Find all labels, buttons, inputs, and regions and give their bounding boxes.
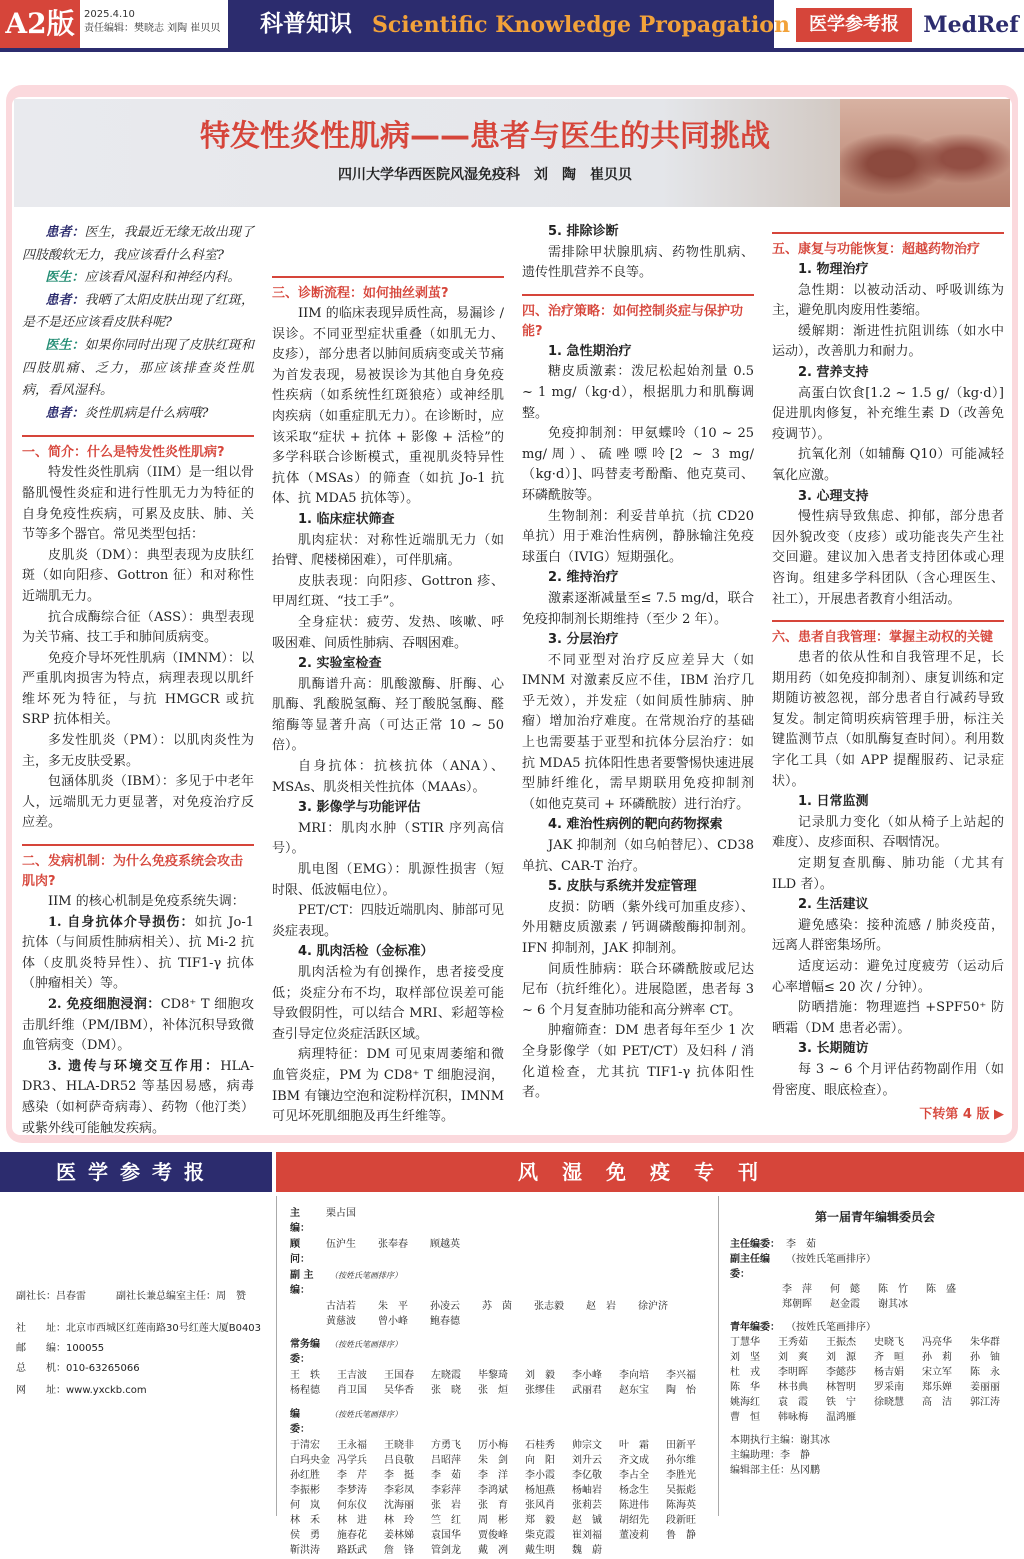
- person-name: 张 晓: [431, 1385, 461, 1396]
- person-name: 武丽君: [572, 1385, 602, 1396]
- paragraph: 间质性肺病：联合环磷酰胺或尼达尼布（抗纤维化）。进展隐匿，患者每 3 ~ 6 个月复查肺功能和高分辨率 CT。: [522, 961, 754, 1018]
- person-name: 何东仪: [337, 1500, 367, 1511]
- person-name: 林 玲: [384, 1515, 414, 1526]
- person-name: 杨念生: [619, 1485, 649, 1496]
- paragraph: 肌肉活检为有创操作，患者接受度低；炎症分布不均，取样部位误差可能导致假阴性，可以结合 MRI、彩超等检查引导定位炎症活跃区域。: [272, 965, 504, 1042]
- person-name: 王 轶: [290, 1370, 320, 1381]
- person-name: 靳洪涛: [290, 1545, 320, 1556]
- person-name: 徐沪济: [638, 1301, 668, 1312]
- column-3: [522, 222, 754, 1134]
- sort-note: （按姓氏笔画排序）: [786, 1322, 876, 1333]
- person-name: 路跃武: [337, 1545, 367, 1556]
- subheading: 2. 营养支持: [798, 364, 869, 380]
- staff-label: 常务编委：: [290, 1339, 320, 1365]
- person-name: 段新旺: [666, 1515, 696, 1526]
- person-name: 古洁若: [326, 1301, 356, 1312]
- person-name: 陈海英: [666, 1500, 696, 1511]
- person-name: 史晓飞: [874, 1337, 904, 1348]
- staff-label: 顾 问：: [290, 1239, 310, 1265]
- person-name: 王国春: [384, 1370, 414, 1381]
- paragraph: 肿瘤筛查：DM 患者每年至少 1 次全身影像学（如 PET/CT）及妇科 / 消化道检查，尤其抗 TIF1-γ 抗体阳性者。: [522, 1023, 754, 1101]
- section-heading: 五、康复与功能恢复：超越药物治疗: [772, 232, 1004, 260]
- paragraph: 包涵体肌炎（IBM）：多见于中老年人，远端肌无力更显著，对免疫治疗反应差。: [22, 774, 254, 831]
- paragraph: IIM 的临床表现异质性高，易漏诊 / 误诊。不同亚型症状重叠（如肌无力、皮疹），部分患者以肺间质病变或关节痛为首发表现，易被误诊为其他自身免疫性疾病（如系统性红斑狼疮）或神经肌肉疾病（如重症肌无力）。在诊断时，应该采取“症状 + 抗体 + 影像 + 活检”的多学科联合诊断模式，重视肌炎特异性抗体（MSAs）的筛查（如抗 Jo-1 抗体、抗 MDA5 抗体等）。: [272, 306, 504, 507]
- responsible-editors: 责任编辑：樊晓志 刘陶 崔贝贝: [84, 23, 221, 34]
- section-heading: 六、患者自我管理：掌握主动权的关键: [772, 620, 1004, 648]
- person-name: 毕黎琦: [478, 1370, 508, 1381]
- person-name: 李小霞: [525, 1470, 555, 1481]
- board-title: 第一届青年编辑委员会: [814, 1210, 935, 1224]
- section-heading: 三、诊断流程：如何抽丝剥茧?: [272, 276, 504, 304]
- person-name: 李 茹: [431, 1470, 461, 1481]
- person-name: 董凌莉: [619, 1530, 649, 1541]
- footer-divider: [276, 1196, 277, 1516]
- person-name: 齐 晅: [874, 1352, 904, 1363]
- person-name: 朱 剑: [478, 1455, 508, 1466]
- paragraph: 皮肌炎（DM）：典型表现为皮肤红斑（如向阳疹、Gottron 征）和对称性近端肌无力。: [22, 547, 254, 604]
- person-name: 竺 红: [431, 1515, 461, 1526]
- board-name: 李 茹: [786, 1239, 816, 1250]
- person-name: 李 萍: [782, 1284, 812, 1295]
- section-band: [228, 0, 790, 48]
- paragraph: 全身症状：疲劳、发热、咳嗽、呼吸困难、间质性肺病、吞咽困难。: [272, 614, 504, 651]
- person-name: 罗采南: [874, 1382, 904, 1393]
- subheading: 3. 心理支持: [798, 488, 869, 504]
- person-name: 赵 岩: [586, 1301, 616, 1312]
- person-name: 齐文成: [619, 1455, 649, 1466]
- person-name: 王永福: [337, 1440, 367, 1451]
- person-name: 孙红胜: [290, 1470, 320, 1481]
- paragraph: 自身抗体：抗核抗体（ANA）、MSAs、肌炎相关性抗体（MAAs）。: [272, 759, 504, 795]
- person-name: 李小峰: [572, 1370, 602, 1381]
- masthead: [0, 0, 1024, 52]
- person-name: 郑 毅: [525, 1515, 555, 1526]
- paragraph: 抗合成酶综合征（ASS）：典型表现为关节痛、技工手和肺间质病变。: [22, 609, 254, 646]
- board-deputy-list: [730, 1282, 1020, 1312]
- publisher-vp: 副社长：吕春雷 副社长兼总编室主任：周 赞: [16, 1291, 246, 1302]
- subheading: 4. 难治性病例的靶向药物探索: [548, 817, 723, 833]
- person-name: 刘 毅: [525, 1370, 555, 1381]
- person-name: 姜丽丽: [970, 1382, 1000, 1393]
- issue-date: 2025.4.10: [84, 9, 135, 20]
- person-name: 李 洋: [478, 1470, 508, 1481]
- person-name: 林 禾: [290, 1515, 320, 1526]
- person-name: 孙凌云: [430, 1301, 460, 1312]
- person-name: 陶 怡: [666, 1385, 696, 1396]
- footer-title-right: 风湿免疫专刊: [276, 1152, 1024, 1192]
- person-name: 刘 爽: [778, 1352, 808, 1363]
- person-name: 袁 霞: [778, 1397, 808, 1408]
- person-name: 刘 坚: [730, 1352, 760, 1363]
- section-title-en: Scientific Knowledge Propagation: [372, 12, 790, 38]
- paragraph: 免疫介导坏死性肌病（IMNM）：以严重肌肉损害为特点，病理表现以肌纤维坏死为特征，与抗 HMGCR 或抗 SRP 抗体相关。: [22, 650, 254, 728]
- sort-note: （按姓氏笔画排序）: [330, 1410, 402, 1419]
- section-heading: 二、发病机制：为什么免疫系统会攻击肌肉?: [22, 844, 254, 892]
- paragraph: 特发性炎性肌病（IIM）是一组以骨骼肌慢性炎症和进行性肌无力为特征的自身免疫性疾病，可累及皮肤、肺、关节等多个器官。常见类型包括：: [22, 465, 254, 543]
- youth-board: [730, 1210, 1020, 1478]
- paragraph: 抗氧化剂（如辅酶 Q10）可能减轻氧化应激。: [772, 447, 1004, 483]
- paragraph: 记录肌力变化（如从椅子上站起的难度）、皮疹面积、吞咽情况。: [772, 814, 1004, 851]
- publisher-website: 网 址：www.yxckb.com: [16, 1385, 147, 1396]
- person-name: 鲁 静: [666, 1530, 696, 1541]
- person-name: 李彩凤: [384, 1485, 414, 1496]
- person-name: 丁慧华: [730, 1337, 760, 1348]
- person-name: 侯 勇: [290, 1530, 320, 1541]
- person-name: 谢其冰: [878, 1299, 908, 1310]
- person-name: 厉小梅: [478, 1440, 508, 1451]
- person-name: 黄慈波: [326, 1316, 356, 1327]
- column-1: [22, 222, 254, 1134]
- person-name: 胡绍先: [619, 1515, 649, 1526]
- person-name: 杨旭燕: [525, 1485, 555, 1496]
- sort-note: （按姓氏笔画排序）: [786, 1254, 876, 1265]
- person-name: 李 挺: [384, 1470, 414, 1481]
- qa-line: 患者：我晒了太阳皮肤出现了红斑，是不是还应该看皮肤科呢?: [22, 292, 254, 331]
- staff-name: 顾越英: [430, 1239, 460, 1250]
- person-name: 李胜光: [666, 1470, 696, 1481]
- subheading: 3. 分层治疗: [548, 632, 619, 648]
- paragraph: 皮肤表现：向阳疹、Gottron 疹、甲周红斑、“技工手”。: [272, 573, 504, 610]
- person-name: 张缪佳: [525, 1385, 555, 1396]
- paragraph: IIM 的核心机制是免疫系统失调：: [48, 894, 245, 910]
- editor-assistant: 主编助理：李 静: [730, 1450, 810, 1461]
- person-name: 姚海红: [730, 1397, 760, 1408]
- column-4: [772, 222, 1004, 1134]
- qa-line: 医生：应该看风湿科和神经内科。: [45, 270, 241, 286]
- paragraph: 不同亚型对治疗反应差异大（如 IMNM 对激素反应不佳，IBM 治疗几乎无效），并发症（如间质性肺病、肿瘤）增加治疗难度。在常规治疗的基础上也需要基于亚型和抗体分层治疗：如抗 MDA5 抗体阳性患者要警惕快速进展型肺纤维化，需早期联用免疫抑制剂（如他克莫司 + 环磷酰胺）进行治疗。: [522, 652, 754, 812]
- staff-name: 张奉春: [378, 1239, 408, 1250]
- person-name: 林 进: [337, 1515, 367, 1526]
- paragraph: 定期复查肌酶、肺功能（尤其有 ILD 者）。: [772, 856, 1004, 892]
- section-heading: 四、治疗策略：如何控制炎症与保护功能?: [522, 294, 754, 342]
- person-name: 吕良敬: [384, 1455, 414, 1466]
- person-name: 李向培: [619, 1370, 649, 1381]
- editorial-staff: [290, 1206, 720, 1559]
- qa-line: 患者：医生，我最近无缘无故出现了四肢酸软无力，我应该看什么科室?: [22, 225, 254, 263]
- skin-rash-photo: [840, 99, 1010, 207]
- board-youth-list: [730, 1335, 1020, 1425]
- publisher-address: 社 址：北京市西城区红莲南路30号红莲大厦B0403: [16, 1323, 262, 1334]
- section-title-cn: 科普知识: [260, 11, 352, 37]
- person-name: 戴生明: [525, 1545, 555, 1556]
- person-name: 李彩萍: [431, 1485, 461, 1496]
- person-name: 孙 莉: [922, 1352, 952, 1363]
- paragraph: 高蛋白饮食[1.2 ~ 1.5 g/（kg·d）]促进肌肉修复，补充维生素 D（改善免疫调节）。: [772, 385, 1004, 442]
- paragraph: PET/CT：四肢近端肌肉、肺部可见炎症表现。: [272, 903, 504, 939]
- subheading: 3. 长期随访: [798, 1041, 869, 1057]
- person-name: 张风肖: [525, 1500, 555, 1511]
- paragraph: 肌肉症状：对称性近端肌无力（如抬臂、爬楼梯困难），可伴肌痛。: [272, 532, 504, 569]
- person-name: 林书典: [778, 1382, 808, 1393]
- qa-line: 患者：炎性肌病是什么病哦?: [45, 405, 209, 421]
- person-name: 赵金霞: [830, 1299, 860, 1310]
- publisher-phone: 总 机：010-63265066: [16, 1363, 140, 1374]
- paragraph: 3. 遗传与环境交互作用：HLA-DR3、HLA-DR52 等基因易感，病毒感染（如柯萨奇病毒）、药物（他汀类）或紫外线可能触发疾病。: [22, 1058, 254, 1136]
- person-name: 杜 戎: [730, 1367, 760, 1378]
- person-name: 左晓霞: [431, 1370, 461, 1381]
- person-name: 苏 茵: [482, 1301, 512, 1312]
- qa-line: 医生：如果你同时出现了皮肤红斑和四肢肌痛、乏力，那应该排查炎性肌病，看风湿科。: [22, 337, 254, 399]
- paragraph: 适度运动：避免过度疲劳（运动后心率增幅≤ 20 次 / 分钟）。: [772, 959, 1004, 995]
- brand-cn: 医学参考报: [796, 8, 912, 42]
- paragraph: JAK 抑制剂（如乌帕替尼）、CD38 单抗、CAR-T 治疗。: [522, 838, 754, 874]
- person-name: 肖卫国: [337, 1385, 367, 1396]
- person-name: 杨程德: [290, 1385, 320, 1396]
- person-name: 朱华群: [970, 1337, 1000, 1348]
- person-name: 李明晖: [778, 1367, 808, 1378]
- paragraph: 缓解期：渐进性抗阻训练（如水中运动），改善肌力和耐力。: [772, 323, 1004, 360]
- person-name: 孙尔维: [666, 1455, 696, 1466]
- paragraph: MRI：肌肉水肿（STIR 序列高信号）。: [272, 820, 504, 857]
- staff-label: 编 委：: [290, 1409, 310, 1435]
- person-name: 张 烜: [478, 1385, 508, 1396]
- person-name: 李 芹: [337, 1470, 367, 1481]
- subheading: 3. 影像学与功能评估: [298, 800, 421, 816]
- person-name: 崔刘福: [572, 1530, 602, 1541]
- person-name: 铁 宁: [826, 1397, 856, 1408]
- person-name: 陈 华: [730, 1382, 760, 1393]
- article-title: 特发性炎性肌病——患者与医生的共同挑战: [200, 119, 770, 154]
- person-name: 宋立军: [922, 1367, 952, 1378]
- paragraph: 患者的依从性和自我管理不足，长期用药（如免疫抑制剂）、康复训练和定期随访被忽视，部分患者自行减药导致复发。制定简明疾病管理手册，标注关键监测节点（如肌酶复查时间）。利用数字化工具（如 APP 提醒服药、记录症状）。: [772, 650, 1004, 789]
- person-name: 管剑龙: [431, 1545, 461, 1556]
- paragraph: 肌电图（EMG）：肌源性损害（短时限、低波幅电位）。: [272, 862, 504, 898]
- person-name: 陈 永: [970, 1367, 1000, 1378]
- person-name: 戴 冽: [478, 1545, 508, 1556]
- person-name: 高 洁: [922, 1397, 952, 1408]
- subheading: 2. 实验室检查: [298, 656, 382, 672]
- person-name: 周 彬: [478, 1515, 508, 1526]
- person-name: 白玛央金: [290, 1455, 330, 1466]
- article-byline: 四川大学华西医院风湿免疫科 刘 陶 崔贝贝: [338, 167, 632, 183]
- person-name: 杨岫岩: [572, 1485, 602, 1496]
- person-name: 王振杰: [826, 1337, 856, 1348]
- person-name: 韩咏梅: [778, 1412, 808, 1423]
- person-name: 徐晓慧: [874, 1397, 904, 1408]
- person-name: 贾俊峰: [478, 1530, 508, 1541]
- person-name: 张志毅: [534, 1301, 564, 1312]
- paragraph: 糖皮质激素：泼尼松起始剂量 0.5 ~ 1 mg/（kg·d），根据肌力和肌酶调整。: [522, 364, 754, 421]
- person-name: 施春花: [337, 1530, 367, 1541]
- person-name: 李梦涛: [337, 1485, 367, 1496]
- person-name: 吴振彪: [666, 1485, 696, 1496]
- person-name: 陈 盛: [926, 1284, 956, 1295]
- paragraph: 防晒措施：物理遮挡 +SPF50⁺ 防晒霜（DM 患者必需）。: [772, 1000, 1004, 1036]
- person-name: 田新平: [666, 1440, 696, 1451]
- person-name: 赵东宝: [619, 1385, 649, 1396]
- person-name: 詹 锋: [384, 1545, 414, 1556]
- subheading: 1. 日常监测: [798, 794, 869, 810]
- person-name: 石桂秀: [525, 1440, 555, 1451]
- paragraph: 皮损：防晒（紫外线可加重皮疹）、外用糖皮质激素 / 钙调磷酸酶抑制剂。IFN 抑制剂，JAK 抑制剂。: [522, 899, 754, 956]
- column-2: [272, 222, 504, 1134]
- subheading: 2. 生活建议: [798, 897, 869, 913]
- paragraph: 每 3 ~ 6 个月评估药物副作用（如骨密度、眼底检查）。: [772, 1061, 1004, 1098]
- person-name: 吴华香: [384, 1385, 414, 1396]
- person-name: 何 岚: [290, 1500, 320, 1511]
- board-label: 主任编委：: [730, 1239, 780, 1250]
- paragraph: 慢性病导致焦虑、抑郁，部分患者因外貌改变（皮疹）或功能丧失产生社交回避。建议加入患者支持团体或心理咨询。组建多学科团队（含心理医生、社工），开展患者教育小组活动。: [772, 509, 1004, 607]
- person-name: 陈 竹: [878, 1284, 908, 1295]
- paragraph: 肌酶谱升高：肌酸激酶、肝酶、心肌酶、乳酸脱氢酶、羟丁酸脱氢酶、醛缩酶等显著升高（可达正常 10 ~ 50 倍）。: [272, 676, 504, 754]
- edition-badge: A2版: [0, 0, 80, 48]
- person-name: 孙 铀: [970, 1352, 1000, 1363]
- brand-en: MedRef: [923, 12, 1019, 38]
- person-name: 沈海丽: [384, 1500, 414, 1511]
- subheading: 2. 维持治疗: [548, 570, 619, 586]
- paragraph: 2. 免疫细胞浸润：CD8⁺ T 细胞攻击肌纤维（PM/IBM），补体沉积导致微血管病变（DM）。: [22, 997, 254, 1054]
- footer-title-left: 医学参考报: [0, 1152, 272, 1192]
- person-name: 赵 铖: [572, 1515, 602, 1526]
- person-name: 柴克霞: [525, 1530, 555, 1541]
- person-name: 林智明: [826, 1382, 856, 1393]
- paragraph: 免疫抑制剂：甲氨蝶呤（10 ~ 25 mg/周）、硫唑嘌呤[2 ~ 3 mg/（kg·d）]、吗替麦考酚酯、他克莫司、环磷酰胺等。: [522, 426, 754, 503]
- board-label: 青年编委：: [730, 1322, 780, 1333]
- person-name: 冯亮华: [922, 1337, 952, 1348]
- editorial-office-chief: 编辑部主任：丛冈鹏: [730, 1465, 820, 1476]
- staff-label: 主 编：: [290, 1208, 310, 1234]
- continued-note: 下转第 4 版 ▶: [772, 1105, 1004, 1126]
- paragraph: 急性期：以被动活动、呼吸训练为主，避免肌肉废用性萎缩。: [772, 282, 1004, 319]
- person-name: 杨吉娟: [874, 1367, 904, 1378]
- publisher-postcode: 邮 编：100055: [16, 1343, 105, 1354]
- person-name: 鲍春德: [430, 1316, 460, 1327]
- person-name: 魏 蔚: [572, 1545, 602, 1556]
- person-name: 温鸿雁: [826, 1412, 856, 1423]
- person-name: 陈进伟: [619, 1500, 649, 1511]
- person-name: 郑朝晖: [782, 1299, 812, 1310]
- subheading: 1. 急性期治疗: [548, 343, 632, 359]
- person-name: 李鸿斌: [478, 1485, 508, 1496]
- person-name: 李振彬: [290, 1485, 320, 1496]
- person-name: 向 阳: [525, 1455, 555, 1466]
- person-name: 刘 源: [826, 1352, 856, 1363]
- subheading: 5. 皮肤与系统并发症管理: [548, 879, 697, 895]
- subheading: 5. 排除诊断: [548, 224, 619, 239]
- paragraph: 病理特征：DM 可见束周萎缩和微血管炎症，PM 为 CD8⁺ T 细胞浸润，IBM 有镶边空泡和淀粉样沉积，IMNM 可见坏死肌细胞及再生纤维等。: [272, 1047, 504, 1125]
- person-name: 帅宗文: [572, 1440, 602, 1451]
- person-name: 袁国华: [431, 1530, 461, 1541]
- staff-name: 伍沪生: [326, 1239, 356, 1250]
- person-name: 李占全: [619, 1470, 649, 1481]
- person-name: 姜林娣: [384, 1530, 414, 1541]
- subheading: 1. 物理治疗: [798, 262, 869, 277]
- section-heading: 一、简介：什么是特发性炎性肌病?: [22, 435, 254, 463]
- person-name: 张 育: [478, 1500, 508, 1511]
- board-label: 副主任编委：: [730, 1254, 770, 1280]
- standing-list: [290, 1368, 720, 1398]
- subheading: 4. 肌肉活检（金标准）: [298, 944, 434, 960]
- staff-name: 栗占国: [326, 1208, 356, 1219]
- person-name: 曾小峰: [378, 1316, 408, 1327]
- person-name: 王秀茹: [778, 1337, 808, 1348]
- person-name: 王晓非: [384, 1440, 414, 1451]
- paragraph: 需排除甲状腺肌病、药物性肌病、遗传性肌营养不良等。: [522, 244, 754, 281]
- person-name: 张 岩: [431, 1500, 461, 1511]
- paragraph: 多发性肌炎（PM）：以肌肉炎性为主，多无皮肤受累。: [22, 733, 254, 769]
- paragraph: 生物制剂：利妥昔单抗（抗 CD20 单抗）用于难治性病例，静脉输注免疫球蛋白（IVIG）短期强化。: [522, 508, 754, 565]
- sort-note: （按姓氏笔画排序）: [330, 1271, 402, 1280]
- paragraph: 1. 自身抗体介导损伤：如抗 Jo-1 抗体（与间质性肺病相关）、抗 Mi-2 抗体（皮肌炎特异性）、抗 TIF1-γ 抗体（肿瘤相关）等。: [22, 914, 254, 992]
- person-name: 刘升云: [572, 1455, 602, 1466]
- paragraph: 激素逐渐减量至≤ 7.5 mg/d，联合免疫抑制剂长期维持（至少 2 年）。: [522, 590, 754, 627]
- person-name: 张莉芸: [572, 1500, 602, 1511]
- person-name: 郭江涛: [970, 1397, 1000, 1408]
- person-name: 于清宏: [290, 1440, 320, 1451]
- issue-meta: [84, 8, 220, 36]
- person-name: 叶 霜: [619, 1440, 649, 1451]
- person-name: 曹 恒: [730, 1412, 760, 1423]
- deputy-list: [290, 1299, 720, 1329]
- person-name: 方勇飞: [431, 1440, 461, 1451]
- staff-label: 副 主 编：: [290, 1270, 314, 1296]
- person-name: 朱 平: [378, 1301, 408, 1312]
- person-name: 李亿敬: [572, 1470, 602, 1481]
- person-name: 郑乐婵: [922, 1382, 952, 1393]
- members-list: [290, 1438, 720, 1558]
- person-name: 吕昭萍: [431, 1455, 461, 1466]
- person-name: 冯学兵: [337, 1455, 367, 1466]
- person-name: 李懿莎: [826, 1367, 856, 1378]
- paragraph: 避免感染：接种流感 / 肺炎疫苗，远离人群密集场所。: [772, 917, 1004, 954]
- sort-note: （按姓氏笔画排序）: [330, 1340, 402, 1349]
- person-name: 王吉波: [337, 1370, 367, 1381]
- person-name: 何 懿: [830, 1284, 860, 1295]
- subheading: 1. 临床症状筛查: [298, 511, 395, 527]
- person-name: 李兴福: [666, 1370, 696, 1381]
- exec-editor: 本期执行主编：谢其冰: [730, 1435, 830, 1446]
